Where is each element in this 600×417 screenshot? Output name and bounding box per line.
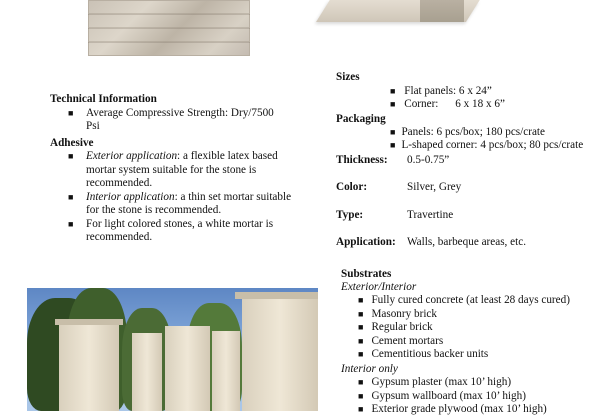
list-item: ■ For light colored stones, a white mortar is recommended. bbox=[68, 217, 274, 243]
installed-stone-pillars-photo bbox=[27, 288, 318, 411]
list-item: ■ Masonry brick bbox=[358, 307, 437, 320]
color-value: Silver, Grey bbox=[407, 181, 462, 193]
packaging-item: ■ L-shaped corner: 4 pcs/box; 80 pcs/crate bbox=[390, 139, 584, 151]
size-item-flat: ■ Flat panels: 6 x 24” bbox=[390, 85, 492, 97]
list-item: ■ Gypsum wallboard (max 10’ high) bbox=[358, 389, 526, 402]
list-item: ■ Gypsum plaster (max 10’ high) bbox=[358, 376, 512, 388]
list-item: ■ Interior application: a thin set mortar suitable for the stone is recommended. bbox=[68, 190, 292, 216]
interior-only-list bbox=[358, 376, 600, 417]
color-label: Color: bbox=[336, 181, 368, 193]
list-item: ■ Cement mortars bbox=[358, 334, 444, 347]
packaging-heading: Packaging bbox=[336, 113, 386, 125]
list-item: ■ Average Compressive Strength: Dry/7500 Psi bbox=[68, 106, 274, 132]
size-item-corner: ■ Corner: 6 x 18 x 6” bbox=[390, 98, 505, 110]
substrates-heading: Substrates bbox=[341, 268, 392, 280]
thickness-label: Thickness: bbox=[336, 154, 388, 166]
exterior-interior-label: Exterior/Interior bbox=[341, 281, 417, 293]
corner-piece-side bbox=[420, 0, 464, 22]
stone-panel-swatch-image bbox=[88, 0, 250, 56]
list-item: ■ Regular brick bbox=[358, 321, 433, 333]
application-label: Application: bbox=[336, 236, 396, 248]
adhesive-list bbox=[50, 150, 300, 245]
list-item: ■ Exterior grade plywood (max 10’ high) bbox=[358, 403, 547, 415]
type-label: Type: bbox=[336, 209, 364, 221]
interior-only-label: Interior only bbox=[341, 363, 398, 375]
exterior-interior-list bbox=[358, 294, 600, 362]
list-item: ■ Cementitious backer units bbox=[358, 348, 489, 360]
type-value: Travertine bbox=[407, 209, 454, 221]
technical-info-heading: Technical Information bbox=[50, 93, 157, 105]
list-item: ■ Fully cured concrete (at least 28 days cured) bbox=[358, 294, 570, 306]
sizes-heading: Sizes bbox=[336, 71, 360, 83]
left-column bbox=[50, 93, 300, 245]
list-item: ■ Exterior application: a flexible latex based mortar system suitable for the stone is recommended. bbox=[68, 150, 278, 189]
packaging-item: ■ Panels: 6 pcs/box; 180 pcs/crate bbox=[390, 126, 545, 138]
technical-list bbox=[50, 107, 300, 134]
thickness-value: 0.5-0.75” bbox=[407, 154, 450, 166]
adhesive-heading: Adhesive bbox=[50, 136, 94, 149]
application-value: Walls, barbeque areas, etc. bbox=[407, 236, 526, 248]
